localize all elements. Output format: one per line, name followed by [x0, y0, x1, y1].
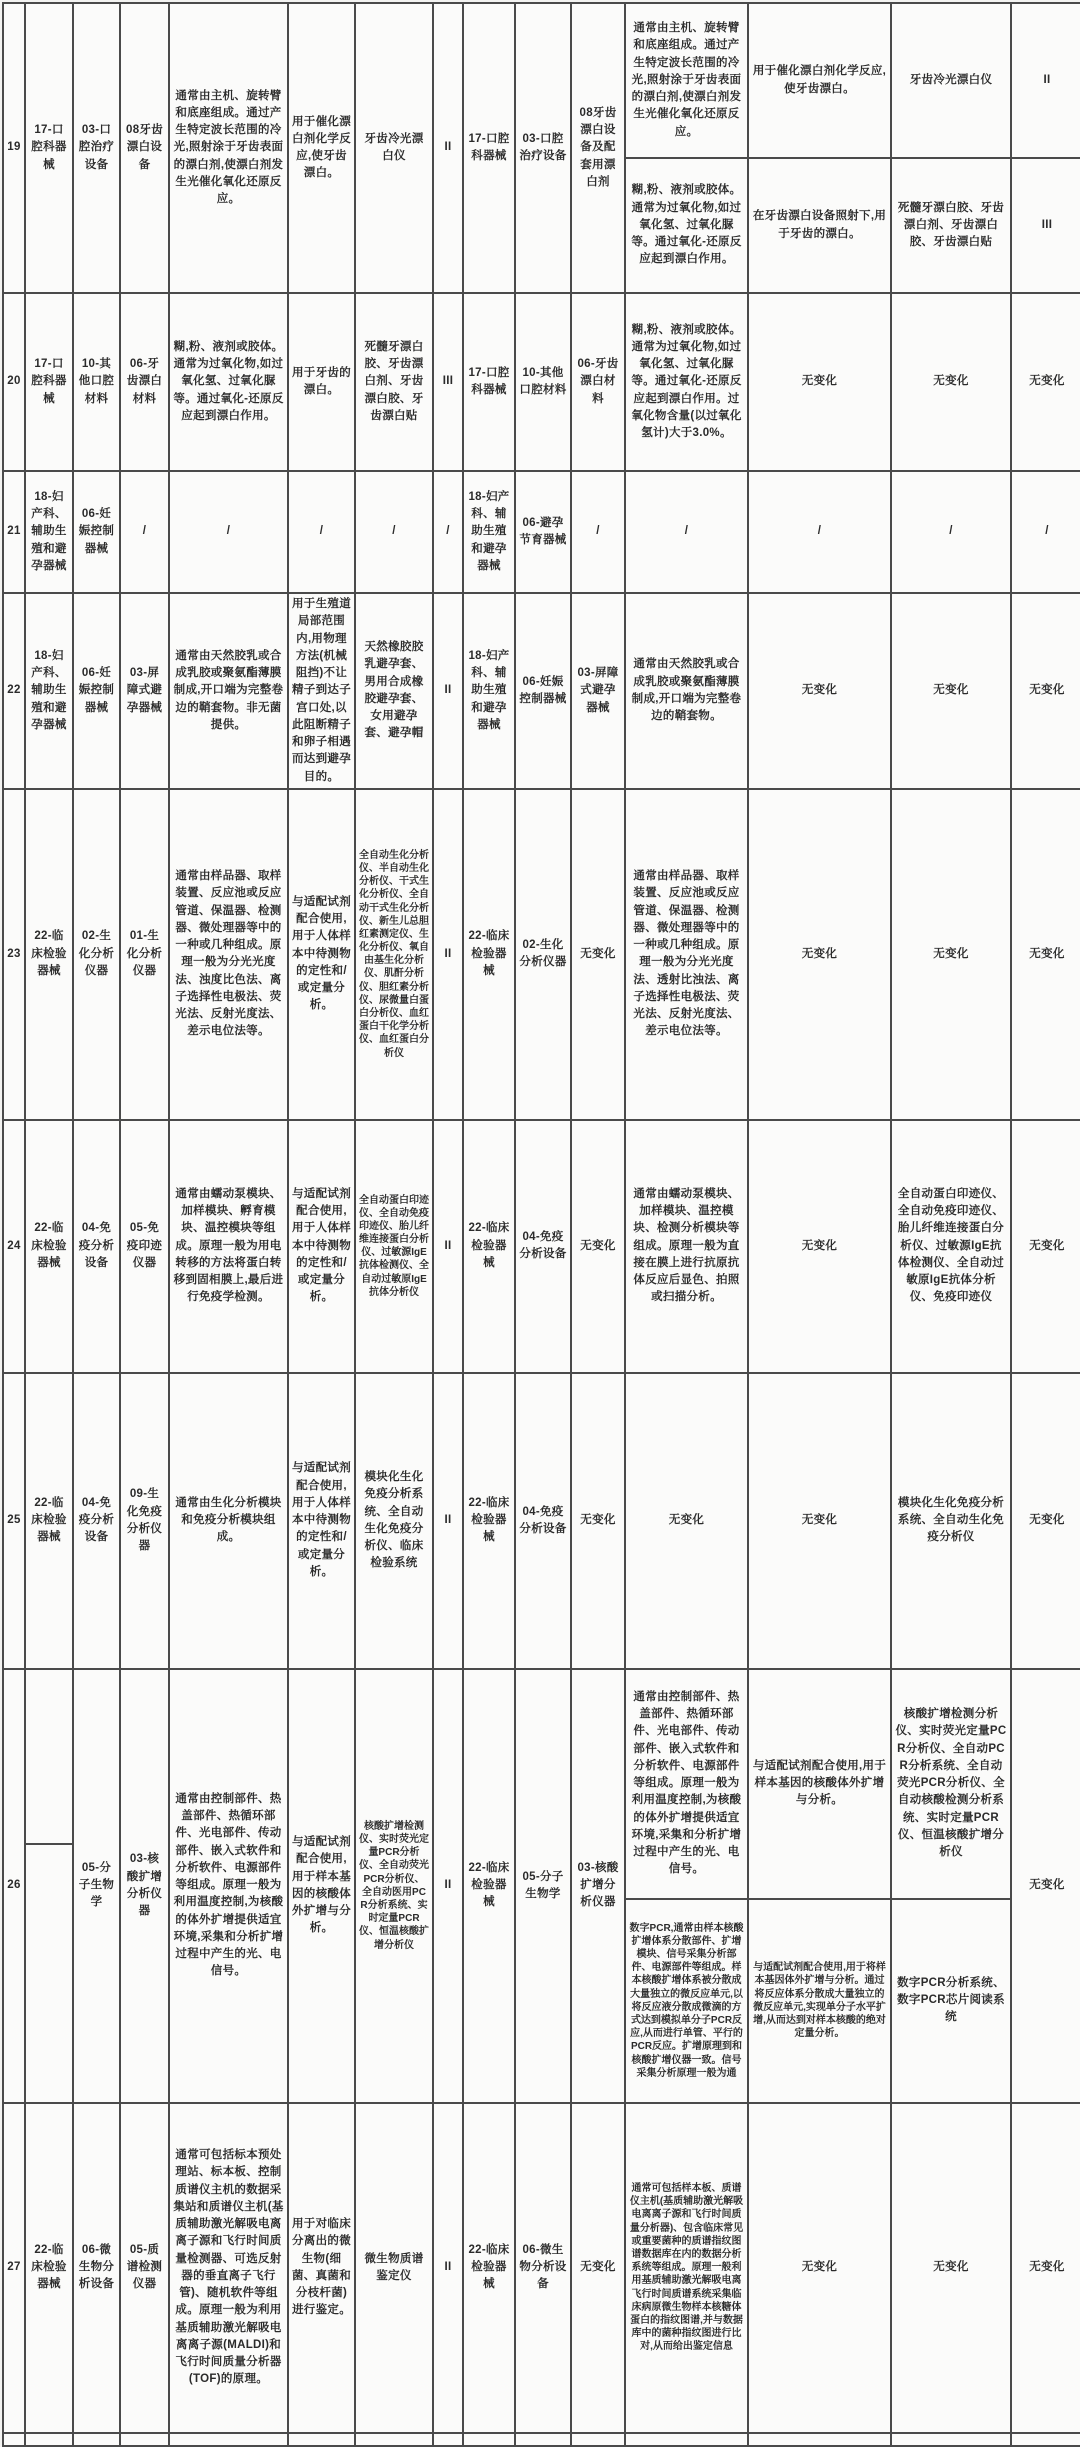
table-cell: 27: [3, 2103, 25, 2433]
table-cell: 在牙齿漂白设备照射下,用于牙齿的漂白。: [748, 158, 891, 293]
table-cell: 22-临床检验器械: [25, 1373, 73, 1669]
table-cell: 牙齿冷光漂白仪: [891, 3, 1011, 158]
table-cell: 与适配试剂配合使用,用于样本基因的核酸体外扩增与分析。: [748, 1669, 891, 1899]
table-row: [3, 471, 1080, 593]
table-row: [3, 1373, 1080, 1669]
table-cell: /: [433, 471, 463, 593]
table-cell: 04-免疫分析设备: [73, 1120, 120, 1373]
table-cell: 全自动蛋白印迹仪、全自动免疫印迹仪、胎儿纤维连接蛋白分析仪、过敏源IgE抗体检测仪、全自动过敏原IgE抗体分析仪、免疫印迹仪: [891, 1120, 1011, 1373]
table-cell: 用于催化漂白剂化学反应,使牙齿漂白。: [748, 3, 891, 158]
table-cell: 用于牙齿的漂白。: [288, 293, 355, 471]
table-cell: 数字PCR,通常由样本核酸扩增体系分散部件、扩增模块、信号采集分析部件、电源部件等组成。样本核酸扩增体系被分散成大量独立的微反应单元,以将反应液分散成微滴的方式达到模拟单分子PCR反应,从而进行单管、平行的PCR反应。扩增原理到和核酸扩增仪器一致。信号采集分析原理一般为通: [625, 1899, 748, 2103]
table-cell: 无变化: [891, 293, 1011, 471]
table-cell: II: [433, 1669, 463, 2103]
table-row: [3, 2433, 1080, 2446]
table-cell: 通常由天然胶乳或合成乳胶或聚氨酯薄膜制成,开口端为完整卷边的鞘套物。: [625, 593, 748, 789]
table-cell: 无变化: [748, 1373, 891, 1669]
table-cell: 无变化: [891, 593, 1011, 789]
table-cell: 通常可包括标本预处理站、标本板、控制质谱仪主机的数据采集站和质谱仪主机(基质辅助激光解吸电离离子源和飞行时间质量检测器、可选反射器的垂直离子飞行管)、随机软件等组成。原理一般为利用基质辅助激光解吸电离离子源(MALDI)和飞行时间质量分析器(TOF)的原理。: [169, 2103, 288, 2433]
table-row: [3, 3, 1080, 158]
table-cell: 通常由样品器、取样装置、反应池或反应管道、保温器、检测器、微处理器等中的一种或几种组成。原理一般为分光光度法、透射比浊法、离子选择性电极法、荧光法、反射光度法、差示电位法等。: [625, 789, 748, 1120]
table-cell: 糊,粉、液剂或胶体。通常为过氧化物,如过氧化氢、过氧化脲等。通过氧化-还原反应起到漂白作用。: [625, 158, 748, 293]
table-cell: 与适配试剂配合使用,用于人体样本中待测物的定性和/或定量分析。: [288, 1373, 355, 1669]
table-cell: 无变化: [1011, 1373, 1080, 1669]
table-cell: 无变化: [1011, 789, 1080, 1120]
table-cell: II: [433, 2103, 463, 2433]
table-cell: 与适配试剂配合使用,用于人体样本中待测物的定性和/或定量分析。: [288, 1120, 355, 1373]
table-cell: 22-临床检验器械: [25, 1120, 73, 1373]
table-cell: 通常由控制部件、热盖部件、热循环部件、光电部件、传动部件、嵌入式软件和分析软件、电源部件等组成。原理一般为利用温度控制,为核酸的体外扩增提供适宜环境,采集和分析扩增过程中产生的光、电信号。: [625, 1669, 748, 1899]
table-cell: 06-微生物分析设备: [515, 2103, 571, 2433]
table-cell: 无变化: [625, 1373, 748, 1669]
table-cell: 用于催化漂白剂化学反应,使牙齿漂白。: [288, 3, 355, 293]
table-cell: 无变化: [748, 593, 891, 789]
table-cell: 无变化: [1011, 1120, 1080, 1373]
table-cell: 06-妊娠控制器械: [73, 593, 120, 789]
table-cell: 03-核酸扩增分析仪器: [120, 1669, 169, 2103]
table-cell: 全自动生化分析仪、半自动生化分析仪、干式生化分析仪、全自动干式生化分析仪、新生儿总胆红素测定仪、生化分析仪、氧自由基生化分析仪、肌酐分析仪、胆红素分析仪、尿微量白蛋白分析仪、血红蛋白干化学分析仪、血红蛋白分析仪: [355, 789, 433, 1120]
table-cell: 18-妇产科、辅助生殖和避孕器械: [463, 471, 515, 593]
table-cell: 死髓牙漂白胶、牙齿漂白剂、牙齿漂白胶、牙齿漂白贴: [891, 158, 1011, 293]
table-row: [3, 293, 1080, 471]
table-cell: [891, 2433, 1011, 2446]
table-cell: 22-临床检验器械: [25, 2103, 73, 2433]
table-cell: 无变化: [748, 1120, 891, 1373]
table-cell: 用于生殖道局部范围内,用物理方法(机械阻挡)不让精子到达子宫口处,以此阻断精子和卵子相遇而达到避孕目的。: [288, 593, 355, 789]
table-cell: 微生物质谱鉴定仪: [355, 2103, 433, 2433]
table-cell: 06-牙齿漂白材料: [120, 293, 169, 471]
table-cell: 通常由主机、旋转臂和底座组成。通过产生特定波长范围的冷光,照射涂于牙齿表面的漂白剂,使漂白剂发生光催化氧化还原反应。: [169, 3, 288, 293]
table-cell: 无变化: [1011, 293, 1080, 471]
table-cell: 通常由蠕动泵模块、加样模块、孵育模块、温控模块等组成。原理一般为用电转移的方法将蛋白转移到固相膜上,最后进行免疫学检测。: [169, 1120, 288, 1373]
table-cell: 牙齿冷光漂白仪: [355, 3, 433, 293]
table-cell: II: [433, 789, 463, 1120]
table-cell: 05-分子生物学: [515, 1669, 571, 2103]
table-row: [3, 2103, 1080, 2433]
table-cell: 08牙齿漂白设备及配套用漂白剂: [571, 3, 625, 293]
table-cell: 23: [3, 789, 25, 1120]
table-cell: 10-其他口腔材料: [73, 293, 120, 471]
table-cell: 无变化: [571, 1120, 625, 1373]
table-cell: 24: [3, 1120, 25, 1373]
table-cell: II: [433, 1120, 463, 1373]
table-cell: 05-免疫印迹仪器: [120, 1120, 169, 1373]
table-row: [3, 1669, 1080, 1899]
table-cell: 01-生化分析仪器: [120, 789, 169, 1120]
table-cell: 糊,粉、液剂或胶体。通常为过氧化物,如过氧化氢、过氧化脲等。通过氧化-还原反应起到漂白作用。: [169, 293, 288, 471]
table-cell: /: [891, 471, 1011, 593]
table-cell: 18-妇产科、辅助生殖和避孕器械: [25, 593, 73, 789]
table-cell: 22-临床检验器械: [463, 2103, 515, 2433]
table-cell: /: [748, 471, 891, 593]
table-cell: III: [1011, 158, 1080, 293]
table-cell: [433, 2433, 463, 2446]
table-cell: 无变化: [748, 293, 891, 471]
table-cell: 03-核酸扩增分析仪器: [571, 1669, 625, 2103]
table-cell: [463, 2433, 515, 2446]
table-cell: 模块化生化免疫分析系统、全自动生化免疫分析仪、临床检验系统: [355, 1373, 433, 1669]
table-cell: 22-临床检验器械: [25, 789, 73, 1120]
table-cell: 无变化: [891, 2103, 1011, 2433]
table-cell: 全自动蛋白印迹仪、全自动免疫印迹仪、胎儿纤维连接蛋白分析仪、过敏源IgE抗体检测仪、全自动过敏原IgE抗体分析仪: [355, 1120, 433, 1373]
table-cell: [748, 2433, 891, 2446]
table-cell: 19: [3, 3, 25, 293]
table-cell: 无变化: [571, 1373, 625, 1669]
table-cell: 25: [3, 1373, 25, 1669]
table-cell: 06-微生物分析设备: [73, 2103, 120, 2433]
table-cell: /: [288, 471, 355, 593]
table-cell: /: [169, 471, 288, 593]
scanned-document-page: [2, 2, 1080, 2447]
table-cell: /: [571, 471, 625, 593]
table-cell: 03-屏障式避孕器械: [571, 593, 625, 789]
table-cell: 04-免疫分析设备: [73, 1373, 120, 1669]
table-cell: 通常由生化分析模块和免疫分析模块组成。: [169, 1373, 288, 1669]
table-cell: 无变化: [1011, 2103, 1080, 2433]
table-cell: 天然橡胶胶乳避孕套、男用合成橡胶避孕套、女用避孕套、避孕帽: [355, 593, 433, 789]
table-cell: 22-临床检验器械: [463, 789, 515, 1120]
table-cell: 06-牙齿漂白材料: [571, 293, 625, 471]
table-cell: II: [433, 1373, 463, 1669]
table-cell: 模块化生化免疫分析系统、全自动生化免疫分析仪: [891, 1373, 1011, 1669]
device-classification-table: [2, 2, 1080, 2447]
table-cell: 无变化: [571, 789, 625, 1120]
table-cell: 通常可包括样本板、质谱仪主机(基质辅助激光解吸电离离子源和飞行时间质量分析器)、包含临床常见或重要菌种的质谱指纹图谱数据库在内的数据分析系统等组成。原理一般利用基质辅助激光解吸电离飞行时间质谱系统采集临床病原微生物样本核糖体蛋白的指纹图谱,并与数据库中的菌种指纹图进行比对,从而给出鉴定信息: [625, 2103, 748, 2433]
table-cell: 核酸扩增检测分析仪、实时荧光定量PCR分析仪、全自动PCR分析系统、全自动荧光PCR分析仪、全自动核酸检测分析系统、实时定量PCR仪、恒温核酸扩增分析仪: [891, 1669, 1011, 1899]
table-cell: 通常由天然胶乳或合成乳胶或聚氨酯薄膜制成,开口端为完整卷边的鞘套物。非无菌提供。: [169, 593, 288, 789]
table-cell: 22-临床检验器械: [463, 1120, 515, 1373]
table-cell: 05-质谱检测仪器: [120, 2103, 169, 2433]
table-cell: 17-口腔科器械: [463, 293, 515, 471]
table-cell: 22: [3, 593, 25, 789]
table-cell: II: [433, 593, 463, 789]
table-cell: 02-生化分析仪器: [73, 789, 120, 1120]
table-cell: 10-其他口腔材料: [515, 293, 571, 471]
table-cell: 无变化: [748, 2103, 891, 2433]
table-cell: 22-临床检验器械: [463, 1373, 515, 1669]
table-cell: 17-口腔科器械: [25, 293, 73, 471]
table-cell: /: [120, 471, 169, 593]
table-cell: [3, 2433, 25, 2446]
table-cell: [73, 2433, 120, 2446]
table-cell: 20: [3, 293, 25, 471]
table-cell: /: [1011, 471, 1080, 593]
table-cell: /: [355, 471, 433, 593]
table-cell: 03-口腔治疗设备: [515, 3, 571, 293]
table-cell: 通常由蠕动泵模块、加样模块、温控模块、检测分析模块等组成。原理一般为直接在膜上进行抗原抗体反应后显色、拍照或扫描分析。: [625, 1120, 748, 1373]
table-cell: /: [625, 471, 748, 593]
table-cell: 05-分子生物学: [73, 1669, 120, 2103]
table-cell: 26: [3, 1669, 25, 2103]
table-cell: II: [1011, 3, 1080, 158]
table-cell: [169, 2433, 288, 2446]
table-cell: [571, 2433, 625, 2446]
table-cell: 02-生化分析仪器: [515, 789, 571, 1120]
table-cell: [288, 2433, 355, 2446]
table-cell: [25, 2433, 73, 2446]
table-cell: [25, 1669, 73, 2103]
table-cell: 无变化: [571, 2103, 625, 2433]
table-cell: 09-生化免疫分析仪器: [120, 1373, 169, 1669]
table-cell: 03-口腔治疗设备: [73, 3, 120, 293]
table-cell: III: [433, 293, 463, 471]
table-cell: 22-临床检验器械: [463, 1669, 515, 2103]
table-cell: 18-妇产科、辅助生殖和避孕器械: [463, 593, 515, 789]
table-cell: 核酸扩增检测仪、实时荧光定量PCR分析仪、全自动荧光PCR分析仪、全自动医用PCR分析系统、实时定量PCR仪、恒温核酸扩增分析仪: [355, 1669, 433, 2103]
table-cell: 03-屏障式避孕器械: [120, 593, 169, 789]
table-cell: 17-口腔科器械: [463, 3, 515, 293]
table-cell: 无变化: [1011, 1669, 1080, 2103]
table-cell: [120, 2433, 169, 2446]
table-cell: 无变化: [891, 789, 1011, 1120]
table-cell: 06-妊娠控制器械: [73, 471, 120, 593]
table-cell: [1011, 2433, 1080, 2446]
table-cell: 21: [3, 471, 25, 593]
table-cell: 与适配试剂配合使用,用于将样本基因体外扩增与分析。通过将反应体系分散成大量独立的微反应单元,实现单分子水平扩增,从而达到对样本核酸的绝对定量分析。: [748, 1899, 891, 2103]
table-cell: 死髓牙漂白胶、牙齿漂白剂、牙齿漂白胶、牙齿漂白贴: [355, 293, 433, 471]
table-cell: [625, 2433, 748, 2446]
table-cell: 04-免疫分析设备: [515, 1373, 571, 1669]
table-cell: [515, 2433, 571, 2446]
table-cell: 数字PCR分析系统、数字PCR芯片阅读系统: [891, 1899, 1011, 2103]
table-cell: 04-免疫分析设备: [515, 1120, 571, 1373]
table-cell: 17-口腔科器械: [25, 3, 73, 293]
table-cell: 无变化: [1011, 593, 1080, 789]
table-cell: 无变化: [748, 789, 891, 1120]
table-row: [3, 1120, 1080, 1373]
table-cell: 糊,粉、液剂或胶体。通常为过氧化物,如过氧化氢、过氧化脲等。通过氧化-还原反应起到漂白作用。过氧化物含量(以过氧化氢计)大于3.0%。: [625, 293, 748, 471]
table-cell: 通常由样品器、取样装置、反应池或反应管道、保温器、检测器、微处理器等中的一种或几种组成。原理一般为分光光度法、浊度比色法、离子选择性电极法、荧光法、反射光度法、差示电位法等。: [169, 789, 288, 1120]
table-cell: [355, 2433, 433, 2446]
table-cell: 通常由主机、旋转臂和底座组成。通过产生特定波长范围的冷光,照射涂于牙齿表面的漂白剂,使漂白剂发生光催化氧化还原反应。: [625, 3, 748, 158]
table-cell: 06-避孕节育器械: [515, 471, 571, 593]
table-cell: 06-妊娠控制器械: [515, 593, 571, 789]
table-cell: 与适配试剂配合使用,用于人体样本中待测物的定性和/或定量分析。: [288, 789, 355, 1120]
table-cell: 用于对临床分离出的微生物(细菌、真菌和分枝杆菌)进行鉴定。: [288, 2103, 355, 2433]
table-cell: 18-妇产科、辅助生殖和避孕器械: [25, 471, 73, 593]
table-cell: 08牙齿漂白设备: [120, 3, 169, 293]
table-cell: II: [433, 3, 463, 293]
table-cell: 通常由控制部件、热盖部件、热循环部件、光电部件、传动部件、嵌入式软件和分析软件、电源部件等组成。原理一般为利用温度控制,为核酸的体外扩增提供适宜环境,采集和分析扩增过程中产生的光、电信号。: [169, 1669, 288, 2103]
table-row: [3, 789, 1080, 1120]
table-cell: 与适配试剂配合使用,用于样本基因的核酸体外扩增与分析。: [288, 1669, 355, 2103]
table-row: [3, 593, 1080, 789]
